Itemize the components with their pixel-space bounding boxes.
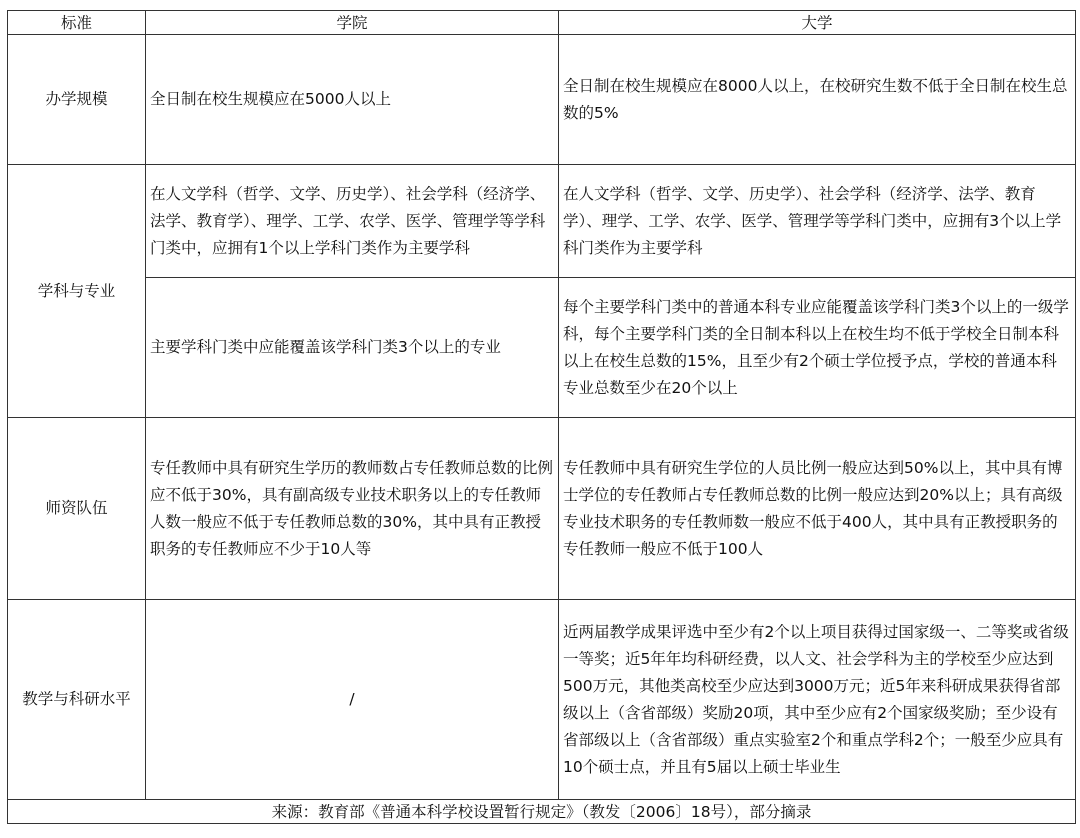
- table-row: [8, 278, 1076, 418]
- row-label: 师资队伍: [8, 418, 146, 600]
- university-cell: 近两届教学成果评选中至少有2个以上项目获得过国家级一、二等奖或省级一等奖；近5年年均科研经费，以人文、社会学科为主的学校至少应达到500万元，其他类高校至少应达到3000万元；近5年来科研成果获得省部级以上（含省部级）奖励20项，其中至少应有2个国家级奖励；至少设有省部级以上（含省部级）重点实验室2个和重点学科2个；一般至少应具有10个硕士点，并且有5届以上硕士毕业生: [559, 600, 1076, 800]
- table-row: [8, 600, 1076, 800]
- row-label: 学科与专业: [8, 165, 146, 418]
- source-note: 来源：教育部《普通本科学校设置暂行规定》（教发〔2006〕18号），部分摘录: [8, 800, 1076, 824]
- university-cell: 每个主要学科门类中的普通本科专业应能覆盖该学科门类3个以上的一级学科，每个主要学科门类的全日制本科以上在校生均不低于学校全日制本科以上在校生总数的15%，且至少有2个硕士学位授予点，学校的普通本科专业总数至少在20个以上: [559, 278, 1076, 418]
- college-cell: 全日制在校生规模应在5000人以上: [146, 35, 559, 165]
- university-cell: 专任教师中具有研究生学位的人员比例一般应达到50%以上，其中具有博士学位的专任教师占专任教师总数的比例一般应达到20%以上；具有高级专业技术职务的专任教师数一般应不低于400人，其中具有正教授职务的专任教师一般应不低于100人: [559, 418, 1076, 600]
- row-label: 办学规模: [8, 35, 146, 165]
- header-college: 学院: [146, 11, 559, 35]
- university-cell: 全日制在校生规模应在8000人以上，在校研究生数不低于全日制在校生总数的5%: [559, 35, 1076, 165]
- college-cell: 在人文学科（哲学、文学、历史学）、社会学科（经济学、法学、教育学）、理学、工学、农学、医学、管理学等学科门类中，应拥有1个以上学科门类作为主要学科: [146, 165, 559, 278]
- standards-table: [7, 10, 1076, 824]
- header-university: 大学: [559, 11, 1076, 35]
- college-cell: /: [146, 600, 559, 800]
- header-standard: 标准: [8, 11, 146, 35]
- table-row: [8, 418, 1076, 600]
- table-row: [8, 35, 1076, 165]
- footer-row: [8, 800, 1076, 824]
- header-row: [8, 11, 1076, 35]
- row-label: 教学与科研水平: [8, 600, 146, 800]
- table-row: [8, 165, 1076, 278]
- university-cell: 在人文学科（哲学、文学、历史学）、社会学科（经济学、法学、教育学）、理学、工学、农学、医学、管理学等学科门类中，应拥有3个以上学科门类作为主要学科: [559, 165, 1076, 278]
- college-cell: 主要学科门类中应能覆盖该学科门类3个以上的专业: [146, 278, 559, 418]
- college-cell: 专任教师中具有研究生学历的教师数占专任教师总数的比例应不低于30%，具有副高级专业技术职务以上的专任教师人数一般应不低于专任教师总数的30%，其中具有正教授职务的专任教师应不少于10人等: [146, 418, 559, 600]
